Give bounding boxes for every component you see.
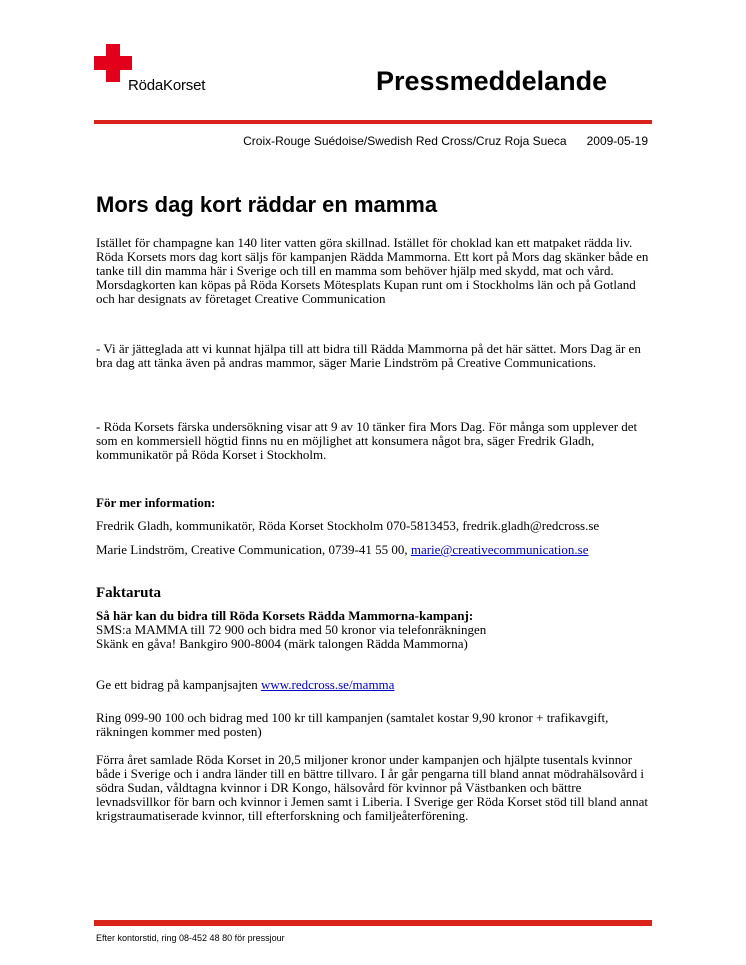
factbox-heading: Faktaruta bbox=[96, 585, 161, 601]
article-paragraph: - Vi är jätteglada att vi kunnat hjälpa till att bidra till Rädda Mammorna på det här sättet. Mors Dag är en bra dag att tänka även på andras mammor, säger Marie Lindström på Creative Communications. bbox=[96, 341, 641, 370]
logo-wordmark: RödaKorset bbox=[128, 77, 206, 94]
organization-name: Croix-Rouge Suédoise/Swedish Red Cross/Cruz Roja Sueca bbox=[243, 134, 567, 148]
article-paragraph: - Röda Korsets färska undersökning visar att 9 av 10 tänker fira Mors Dag. För många som upplever det som en kommersiell högtid finns nu en möjlighet att konsumera något bra, säger Fredrik Gladh, kommunikatör på Röda Korset i Stockholm. bbox=[96, 419, 638, 462]
contact-email-link[interactable]: marie@creativecommunication.se bbox=[410, 542, 589, 557]
factbox-gift: Skänk en gåva! Bankgiro 900-8004 (märk talongen Rädda Mammorna) bbox=[96, 636, 468, 651]
factbox-subheading: Så här kan du bidra till Röda Korsets Rädda Mammorna-kampanj: bbox=[96, 608, 474, 623]
release-date: 2009-05-19 bbox=[586, 134, 648, 148]
factbox-ring: Ring 099-90 100 och bidrag med 100 kr till kampanjen (samtalet kostar 9,90 kronor + trafikavgift, räkningen kommer med posten) bbox=[96, 710, 609, 739]
contact-line: Fredrik Gladh, kommunikatör, Röda Korset Stockholm 070-5813453, fredrik.gladh@redcross.se bbox=[96, 518, 600, 533]
article-headline: Mors dag kort räddar en mamma bbox=[96, 192, 438, 217]
contact-line bbox=[96, 542, 589, 558]
header-divider bbox=[94, 120, 652, 124]
contact-heading: För mer information: bbox=[96, 495, 216, 510]
factbox-campaign bbox=[96, 677, 394, 693]
contact-line-text: Marie Lindström, Creative Communication, 0739-41 55 00, bbox=[96, 542, 411, 557]
footer-divider bbox=[94, 920, 652, 926]
footer-note: Efter kontorstid, ring 08-452 48 80 för pressjour bbox=[96, 933, 285, 943]
red-cross-logo-icon bbox=[94, 44, 132, 82]
page-title: Pressmeddelande bbox=[376, 66, 608, 96]
factbox-sms: SMS:a MAMMA till 72 900 och bidra med 50 kronor via telefonräkningen bbox=[96, 622, 487, 637]
factbox-summary: Förra året samlade Röda Korset in 20,5 miljoner kronor under kampanjen och hjälpte tusentals kvinnor både i Sverige och i andra länder till en bättre tillvaro. I år går pengarna till bland annat mödrahälsovård i södra Sudan, våldtagna kvinnor i DR Kongo, hälsovård för kvinnor på Västbanken och bättre levnadsvillkor för barn och kvinnor i Jemen samt i Liberia. I Sverige ger Röda Korset stöd till bland annat krigstraumatiserade kvinnor, till efterforskning och familjeåterförening. bbox=[96, 752, 649, 823]
organization-line bbox=[243, 134, 648, 148]
campaign-text: Ge ett bidrag på kampanjsajten bbox=[96, 677, 261, 692]
campaign-link[interactable]: www.redcross.se/mamma bbox=[260, 677, 395, 692]
article-paragraph: Istället för champagne kan 140 liter vatten göra skillnad. Istället för choklad kan ett matpaket rädda liv. Röda Korsets mors dag kort säljs för kampanjen Rädda Mammorna. Ett kort på Mors dag skänker både en tanke till din mamma här i Sverige och till en mamma som behöver hjälp med skydd, mat och vård. Morsdagkorten kan köpas på Röda Korsets Mötesplats Kupan runt om i Stockholms län och på Gotland och har designats av företaget Creative Communication bbox=[96, 235, 649, 306]
